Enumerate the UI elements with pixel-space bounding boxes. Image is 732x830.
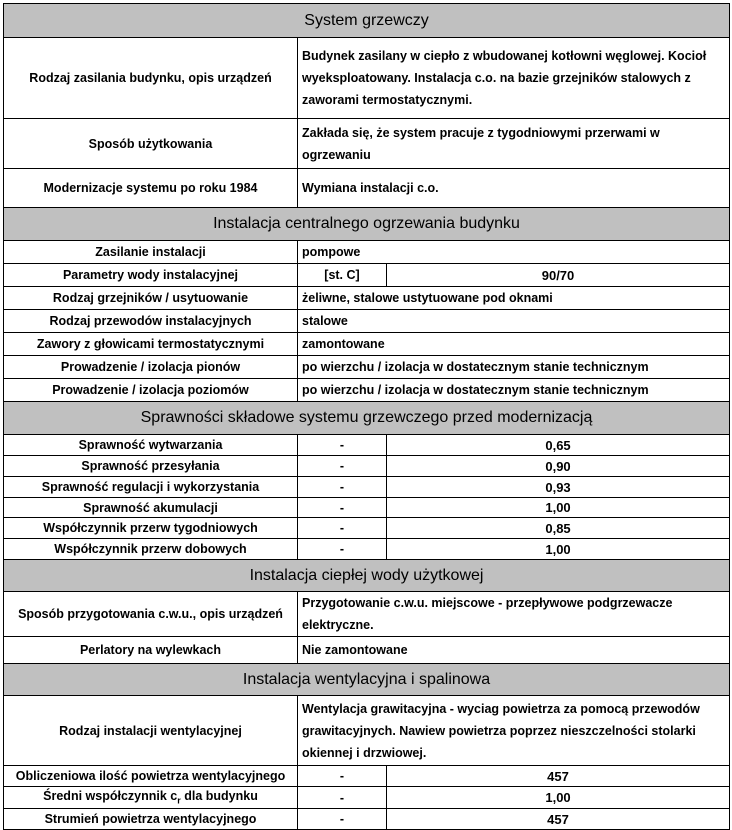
row-value: 1,00 [387, 787, 730, 809]
table-row [4, 435, 730, 456]
section-header-row [4, 4, 730, 38]
row-value: po wierzchu / izolacja w dostatecznym stanie technicznym [298, 379, 730, 402]
row-label: Sprawność przesyłania [4, 456, 298, 477]
row-value: 0,65 [387, 435, 730, 456]
row-label: Współczynnik przerw tygodniowych [4, 518, 298, 539]
row-value: 0,93 [387, 477, 730, 498]
section-title-ventilation: Instalacja wentylacyjna i spalinowa [4, 664, 730, 696]
row-value: Budynek zasilany w ciepło z wbudowanej kotłowni węglowej. Kocioł wyeksploatowany. Instalacja c.o. na bazie grzejników stalowych z zaworami termostatycznymi. [298, 38, 730, 119]
row-label: Sposób użytkowania [4, 119, 298, 169]
table-row [4, 169, 730, 208]
table-row [4, 809, 730, 830]
row-value: Przygotowanie c.w.u. miejscowe - przepływowe podgrzewacze elektryczne. [298, 592, 730, 637]
row-value: 90/70 [387, 264, 730, 287]
row-value: zamontowane [298, 333, 730, 356]
section-header-row [4, 664, 730, 696]
table-row [4, 333, 730, 356]
table-row [4, 696, 730, 766]
section-title-heating: System grzewczy [4, 4, 730, 38]
row-label: Rodzaj instalacji wentylacyjnej [4, 696, 298, 766]
row-value: Wentylacja grawitacyjna - wyciag powietrza za pomocą przewodów grawitacyjnych. Nawiew powietrza poprzez nieszczelności stolarki okiennej i drzwiowej. [298, 696, 730, 766]
row-unit: - [298, 498, 387, 518]
row-unit: - [298, 539, 387, 560]
row-value: po wierzchu / izolacja w dostatecznym stanie technicznym [298, 356, 730, 379]
row-label: Sprawność akumulacji [4, 498, 298, 518]
row-label: Sprawność regulacji i wykorzystania [4, 477, 298, 498]
table-row [4, 592, 730, 637]
section-header-row [4, 560, 730, 592]
section-title-efficiency: Sprawności składowe systemu grzewczego przed modernizacją [4, 402, 730, 435]
section-header-row [4, 402, 730, 435]
row-label: Sposób przygotowania c.w.u., opis urządzeń [4, 592, 298, 637]
table-row [4, 518, 730, 539]
table-row [4, 637, 730, 664]
coef-label-suffix: dla budynku [180, 789, 258, 804]
row-label: Zasilanie instalacji [4, 241, 298, 264]
row-value: żeliwne, stalowe ustytuowane pod oknami [298, 287, 730, 310]
table-row [4, 379, 730, 402]
row-label: Współczynnik przerw dobowych [4, 539, 298, 560]
row-value: 0,85 [387, 518, 730, 539]
row-unit: - [298, 809, 387, 830]
row-unit: - [298, 518, 387, 539]
table-row [4, 477, 730, 498]
row-label: Zawory z głowicami termostatycznymi [4, 333, 298, 356]
table-row [4, 38, 730, 119]
row-unit: [st. C] [298, 264, 387, 287]
row-value: 1,00 [387, 498, 730, 518]
row-label: Rodzaj zasilania budynku, opis urządzeń [4, 38, 298, 119]
row-value: 1,00 [387, 539, 730, 560]
table-row [4, 539, 730, 560]
row-value: Wymiana instalacji c.o. [298, 169, 730, 208]
energy-certificate-table [3, 3, 730, 830]
coef-label-text: Średni współczynnik c [43, 789, 178, 804]
table-row [4, 241, 730, 264]
table-row [4, 287, 730, 310]
table-row [4, 498, 730, 518]
section-header-row [4, 208, 730, 241]
row-label: Obliczeniowa ilość powietrza wentylacyjnego [4, 766, 298, 787]
table-row [4, 766, 730, 787]
row-value: 457 [387, 809, 730, 830]
section-title-central: Instalacja centralnego ogrzewania budynku [4, 208, 730, 241]
table-row [4, 356, 730, 379]
row-value: 457 [387, 766, 730, 787]
row-unit: - [298, 477, 387, 498]
section-title-dhw: Instalacja ciepłej wody użytkowej [4, 560, 730, 592]
table-row [4, 264, 730, 287]
row-unit: - [298, 766, 387, 787]
row-value: stalowe [298, 310, 730, 333]
row-label: Modernizacje systemu po roku 1984 [4, 169, 298, 208]
row-label: Prowadzenie / izolacja poziomów [4, 379, 298, 402]
row-label: Perlatory na wylewkach [4, 637, 298, 664]
table-row [4, 787, 730, 809]
row-value: Nie zamontowane [298, 637, 730, 664]
table-row [4, 456, 730, 477]
row-label [4, 787, 298, 809]
row-label: Strumień powietrza wentylacyjnego [4, 809, 298, 830]
table-row [4, 310, 730, 333]
row-value: Zakłada się, że system pracuje z tygodniowymi przerwami w ogrzewaniu [298, 119, 730, 169]
row-unit: - [298, 435, 387, 456]
table-row [4, 119, 730, 169]
row-label: Sprawność wytwarzania [4, 435, 298, 456]
row-label: Parametry wody instalacyjnej [4, 264, 298, 287]
row-label: Prowadzenie / izolacja pionów [4, 356, 298, 379]
row-value: pompowe [298, 241, 730, 264]
row-value: 0,90 [387, 456, 730, 477]
row-unit: - [298, 456, 387, 477]
row-label: Rodzaj grzejników / usytuowanie [4, 287, 298, 310]
coef-label-subscript: r [177, 795, 181, 806]
row-unit: - [298, 787, 387, 809]
row-label: Rodzaj przewodów instalacyjnych [4, 310, 298, 333]
